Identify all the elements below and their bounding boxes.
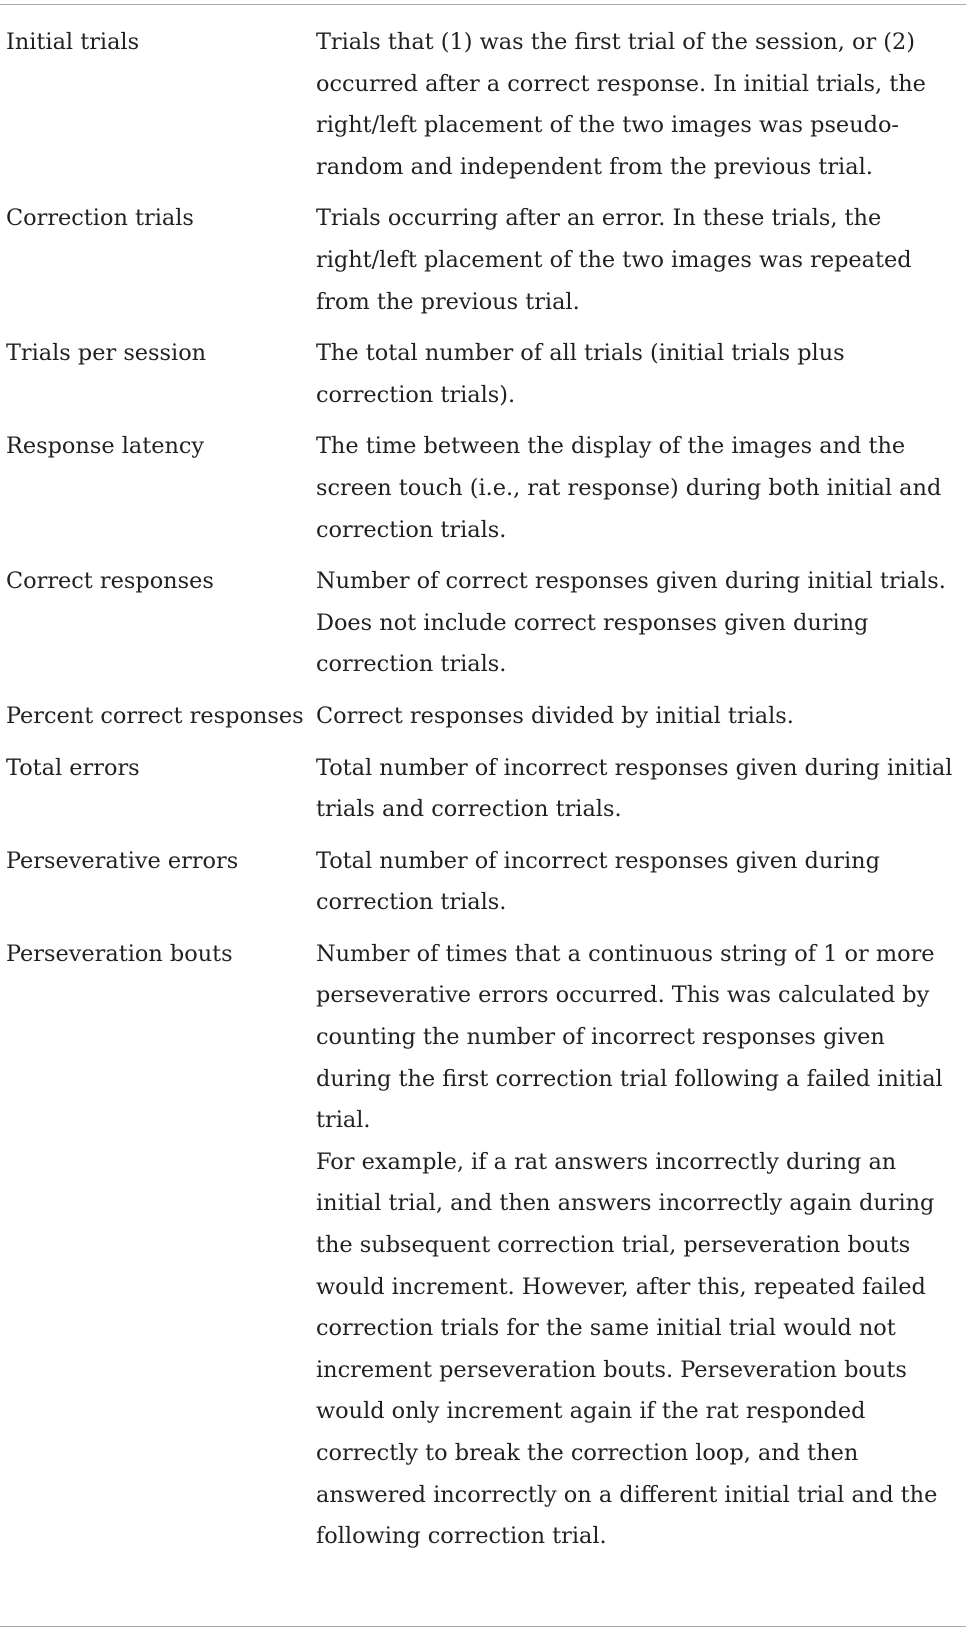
definition-cell: Total number of incorrect responses given during initial trials and correction trials.	[316, 754, 953, 823]
table-row	[0, 426, 968, 561]
term-cell: Percent correct responses	[6, 702, 304, 729]
table-bottom-rule	[0, 1626, 966, 1627]
table-row	[0, 841, 968, 934]
definition-example-paragraph: For example, if a rat answers incorrectly during an initial trial, and then answers incorrectly again during the subsequent correction trial, perseveration bouts would increment. However, after this, repeated failed correction trials for the same initial trial would not increment perseveration bouts. Perseveration bouts would only increment again if the rat responded correctly to break the correction loop, and then answered incorrectly on a different initial trial and the following correction trial.	[316, 1148, 938, 1550]
term-cell: Trials per session	[6, 340, 207, 367]
table-row	[0, 696, 968, 748]
table-row	[0, 333, 968, 426]
table-row	[0, 934, 968, 1568]
table-row	[0, 22, 968, 198]
table-row	[0, 561, 968, 696]
definition-cell: The total number of all trials (initial trials plus correction trials).	[316, 340, 845, 408]
table-top-rule	[0, 4, 966, 5]
term-cell: Response latency	[6, 433, 205, 460]
definition-cell: The time between the display of the images and the screen touch (i.e., rat response) during both initial and correction trials.	[316, 433, 942, 543]
definition-cell: Total number of incorrect responses given during correction trials.	[316, 847, 880, 916]
term-cell: Perseveration bouts	[6, 940, 233, 967]
term-cell: Correct responses	[6, 568, 214, 595]
term-cell: Initial trials	[6, 29, 140, 55]
term-cell: Perseverative errors	[6, 847, 239, 874]
table-row	[0, 748, 968, 841]
definition-paragraph: Number of times that a continuous string of 1 or more perseverative errors occurred. This was calculated by counting the number of incorrect responses given during the first correction trial following a failed initial trial.	[316, 940, 943, 1134]
table-row	[0, 198, 968, 333]
definition-cell: Correct responses divided by initial trials.	[316, 702, 794, 729]
definition-cell: Number of correct responses given during initial trials. Does not include correct responses given during correction trials.	[316, 568, 946, 678]
definition-cell: Trials that (1) was the first trial of the session, or (2) occurred after a correct response. In initial trials, the right/left placement of the two images was pseudo-random and independent from the previous trial.	[316, 29, 926, 180]
term-cell: Total errors	[6, 754, 140, 781]
term-cell: Correction trials	[6, 205, 194, 232]
definition-cell: Trials occurring after an error. In these trials, the right/left placement of the two images was repeated from the previous trial.	[316, 205, 912, 315]
definition-cell	[316, 934, 968, 1568]
definitions-table	[0, 22, 968, 1568]
